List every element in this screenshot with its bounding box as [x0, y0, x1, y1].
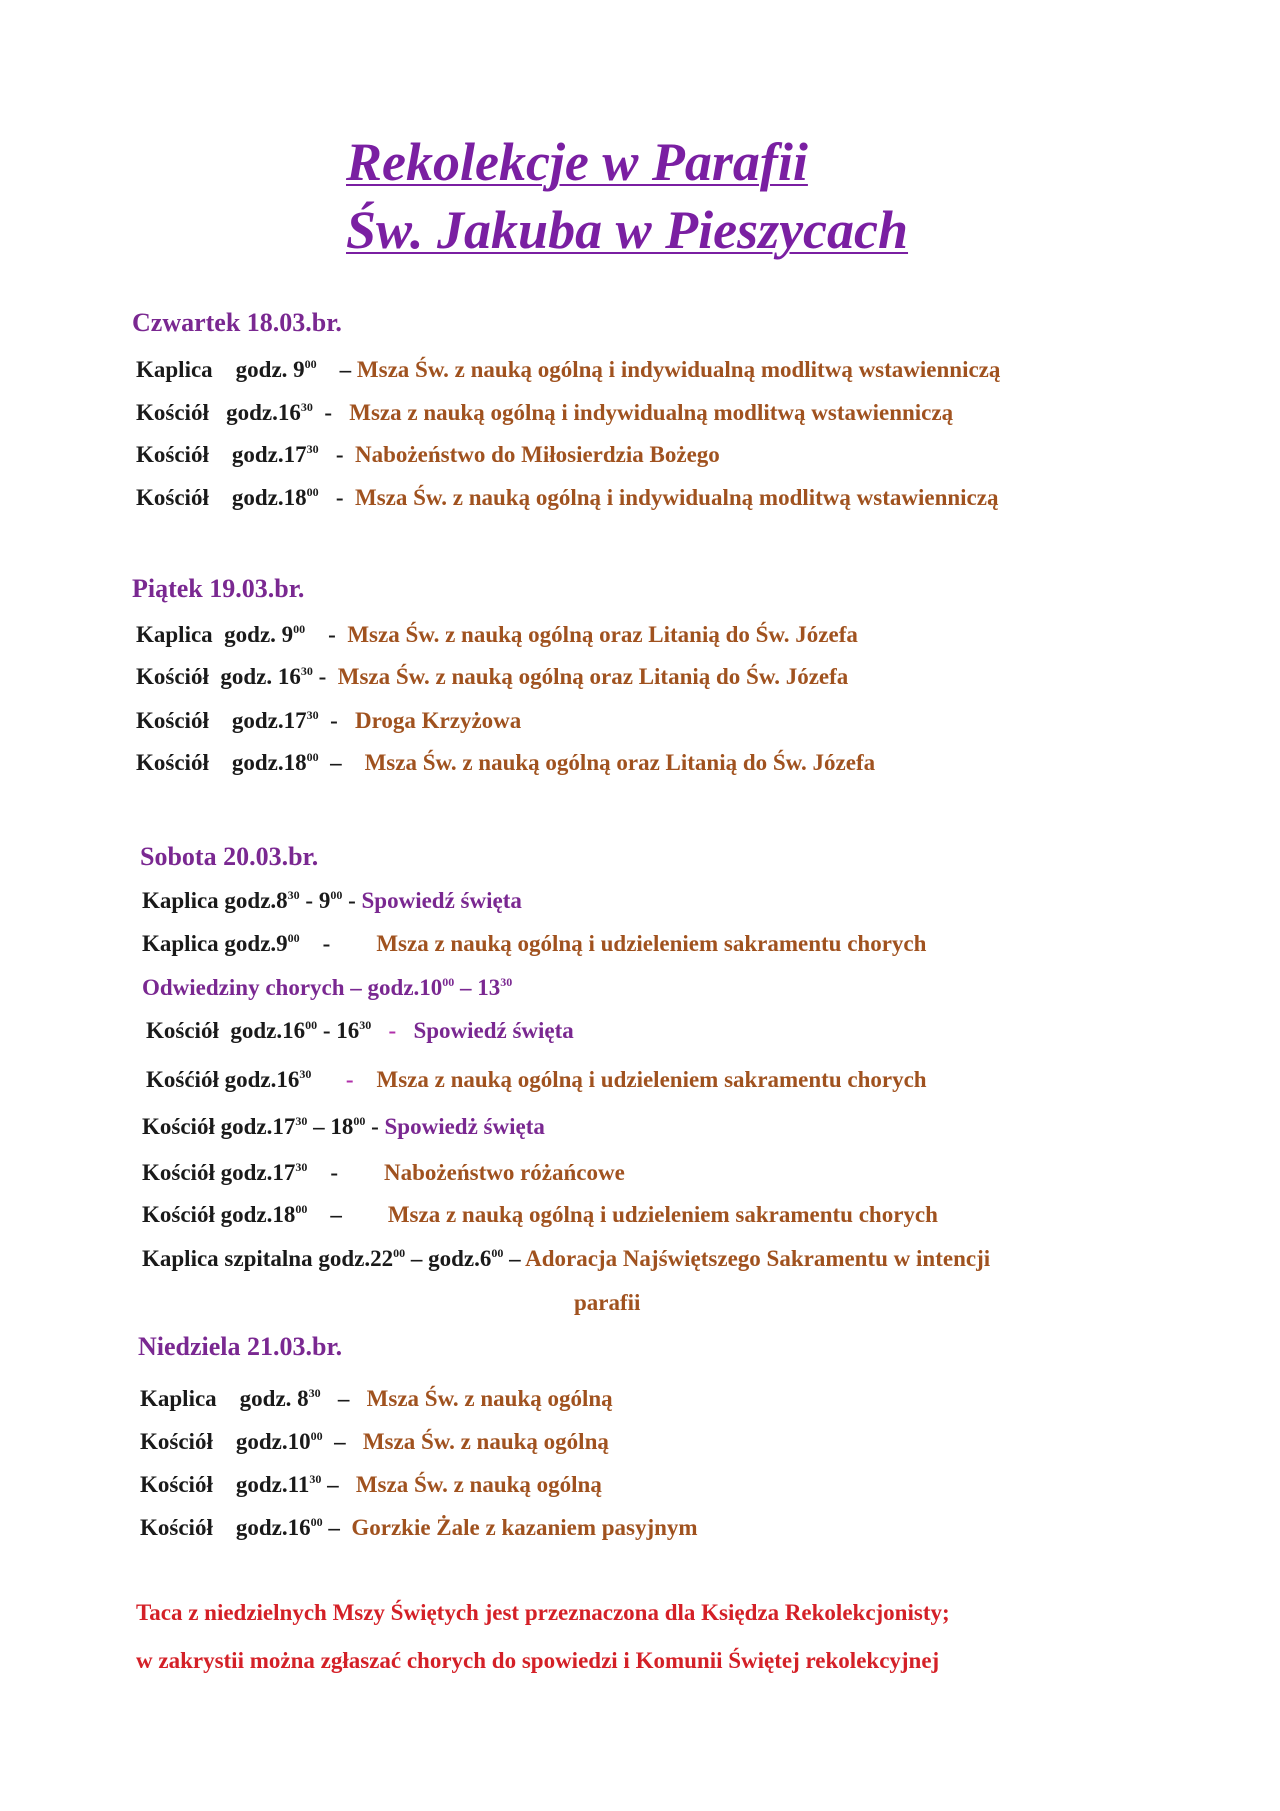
- description: Msza z nauką ogólną i indywidualną modlitwą wstawienniczą: [349, 400, 954, 425]
- time: $godz.17^{30}$: [231, 708, 319, 733]
- description: Nabożeństwo do Miłosierdzia Bożego: [355, 442, 720, 467]
- separator: -: [322, 931, 331, 956]
- schedule-row: [140, 1472, 602, 1498]
- separator: -: [328, 622, 336, 647]
- schedule-row: [136, 400, 953, 426]
- time: $godz.9^{00}$: [224, 931, 300, 956]
- description: Adoracja Najświętszego Sakramentu w intencji: [525, 1246, 991, 1271]
- schedule-row: [136, 357, 1000, 383]
- time: $godz.16^{00} - 16^{30}$: [230, 1018, 372, 1043]
- place: Kościół: [146, 1018, 219, 1043]
- time: $godz.17^{30}$: [231, 442, 319, 467]
- separator: –: [327, 1472, 339, 1497]
- place: Kościół: [142, 1114, 215, 1139]
- description: Spowiedź święta: [361, 888, 522, 913]
- schedule-row: [136, 622, 858, 648]
- place: Kościół: [140, 1515, 213, 1540]
- place: Kościół: [142, 1202, 215, 1227]
- title-line-1: Rekolekcje w Parafii: [346, 132, 808, 192]
- separator: –: [337, 1386, 350, 1411]
- place: Kaplica: [136, 622, 213, 647]
- description: Msza Św. z nauką ogólną oraz Litanią do Św. Józefa: [347, 622, 858, 647]
- day-heading-thursday: Czwartek 18.03.br.: [132, 308, 342, 337]
- schedule-row: [142, 888, 522, 914]
- day-heading-saturday: Sobota 20.03.br.: [140, 842, 319, 871]
- page-title: [346, 128, 1146, 264]
- sacristy-note: w zakrystii można zgłaszać chorych do spowiedzi i Komunii Świętej rekolekcyjnej: [136, 1648, 940, 1673]
- separator: -: [388, 1018, 397, 1043]
- description: Msza Św. z nauką ogólną i indywidualną modlitwą wstawienniczą: [355, 485, 999, 510]
- title-line-2: Św. Jakuba w Pieszycach: [346, 200, 909, 260]
- schedule-row: [136, 750, 875, 776]
- schedule-row: [142, 931, 926, 957]
- description: Spowiedż święta: [384, 1114, 545, 1139]
- place: Kaplica: [142, 931, 219, 956]
- description: Msza z nauką ogólną i udzieleniem sakramentu chorych: [376, 1067, 927, 1092]
- separator: -: [348, 888, 356, 913]
- schedule-row: [142, 1160, 625, 1186]
- time: $godz.17^{30}$: [220, 1160, 308, 1185]
- time: $godz.10^{00}$: [235, 1429, 323, 1454]
- schedule-row: [142, 1246, 990, 1272]
- separator: –: [334, 1429, 346, 1454]
- separator: -: [318, 664, 327, 689]
- separator: –: [328, 1515, 340, 1540]
- place: Kaplica: [140, 1386, 217, 1411]
- schedule-row: [136, 442, 720, 468]
- time: $godz.16^{30}$: [224, 1067, 312, 1092]
- description-continuation: parafii: [574, 1290, 641, 1315]
- time: $godz.16^{00}$: [235, 1515, 323, 1540]
- schedule-row: [136, 664, 848, 690]
- schedule-row: [146, 1067, 927, 1093]
- description: Msza Św. z nauką ogólną: [366, 1386, 613, 1411]
- separator: -: [330, 708, 338, 733]
- description: Msza Św. z nauką ogólną: [355, 1472, 602, 1497]
- separator: -: [371, 1114, 379, 1139]
- time: godz. $8^{30}$: [239, 1386, 321, 1411]
- place: Kościół: [136, 750, 209, 775]
- description: Nabożeństwo różańcowe: [384, 1160, 625, 1185]
- separator: -: [335, 442, 344, 467]
- description: Msza z nauką ogólną i udzieleniem sakramentu chorych: [376, 931, 927, 956]
- place: Kośćiół: [146, 1067, 219, 1092]
- schedule-row: [146, 1018, 574, 1044]
- time: godz. $9^{00}$: [235, 357, 317, 382]
- offering-note: Taca z niedzielnych Mszy Świętych jest przeznaczona dla Księdza Rekolekcjonisty;: [136, 1600, 950, 1625]
- place: Kościół: [136, 485, 209, 510]
- schedule-row: [142, 1202, 938, 1228]
- schedule-row: [136, 485, 998, 511]
- place: Kaplica szpitalna: [142, 1246, 313, 1271]
- time: $godz.17^{30} - 18^{00}$: [220, 1114, 366, 1139]
- place: Kościół: [136, 400, 209, 425]
- separator: -: [335, 485, 344, 510]
- separator: -: [324, 400, 333, 425]
- time: godz. $9^{00}$: [224, 622, 306, 647]
- schedule-row: [142, 1114, 545, 1140]
- time: $godz.11^{30}$: [235, 1472, 322, 1497]
- time: $godz.8^{30} - 9^{00}$: [224, 888, 343, 913]
- place: Kościół: [136, 708, 209, 733]
- place: Kościół: [140, 1429, 213, 1454]
- separator: –: [339, 357, 352, 382]
- time: godz. $16^{30}$: [220, 664, 313, 689]
- sick-visits-note: Odwiedziny chorych – $godz.10^{00} - 13^{30}$: [142, 975, 513, 1000]
- time: $godz.18^{00}$: [231, 485, 319, 510]
- schedule-row: [140, 1429, 609, 1455]
- description: Msza Św. z nauką ogólną i indywidualną modlitwą wstawienniczą: [356, 357, 1001, 382]
- description: Msza Św. z nauką ogólną: [362, 1429, 609, 1454]
- separator: –: [330, 1202, 342, 1227]
- description: Gorzkie Żale z kazaniem pasyjnym: [351, 1515, 698, 1540]
- day-heading-sunday: Niedziela 21.03.br.: [138, 1332, 343, 1361]
- separator: –: [509, 1246, 521, 1271]
- place: Kościół: [140, 1472, 213, 1497]
- schedule-row: [140, 1386, 613, 1412]
- place: Kaplica: [136, 357, 213, 382]
- separator: -: [345, 1067, 354, 1092]
- day-heading-friday: Piątek 19.03.br.: [132, 574, 305, 603]
- place: Kościół: [136, 442, 209, 467]
- separator: -: [330, 1160, 339, 1185]
- description: Spowiedź święta: [413, 1018, 574, 1043]
- description: Msza Św. z nauką ogólną oraz Litanią do Św. Józefa: [364, 750, 876, 775]
- time: $godz.18^{00}$: [220, 1202, 308, 1227]
- description: Msza Św. z nauką ogólną oraz Litanią do Św. Józefa: [337, 664, 849, 689]
- time: $godz.16^{30}$: [226, 400, 313, 425]
- place: Kościół: [142, 1160, 215, 1185]
- description: Msza z nauką ogólną i udzieleniem sakramentu chorych: [387, 1202, 938, 1227]
- separator: –: [330, 750, 342, 775]
- schedule-row: [136, 708, 521, 734]
- place: Kaplica: [142, 888, 219, 913]
- time: $godz.22^{00}$ – $godz.6^{00}$: [318, 1246, 504, 1271]
- place: Kościół: [136, 664, 209, 689]
- description: Droga Krzyżowa: [355, 708, 522, 733]
- time: $godz.18^{00}$: [231, 750, 319, 775]
- schedule-row: [140, 1515, 698, 1541]
